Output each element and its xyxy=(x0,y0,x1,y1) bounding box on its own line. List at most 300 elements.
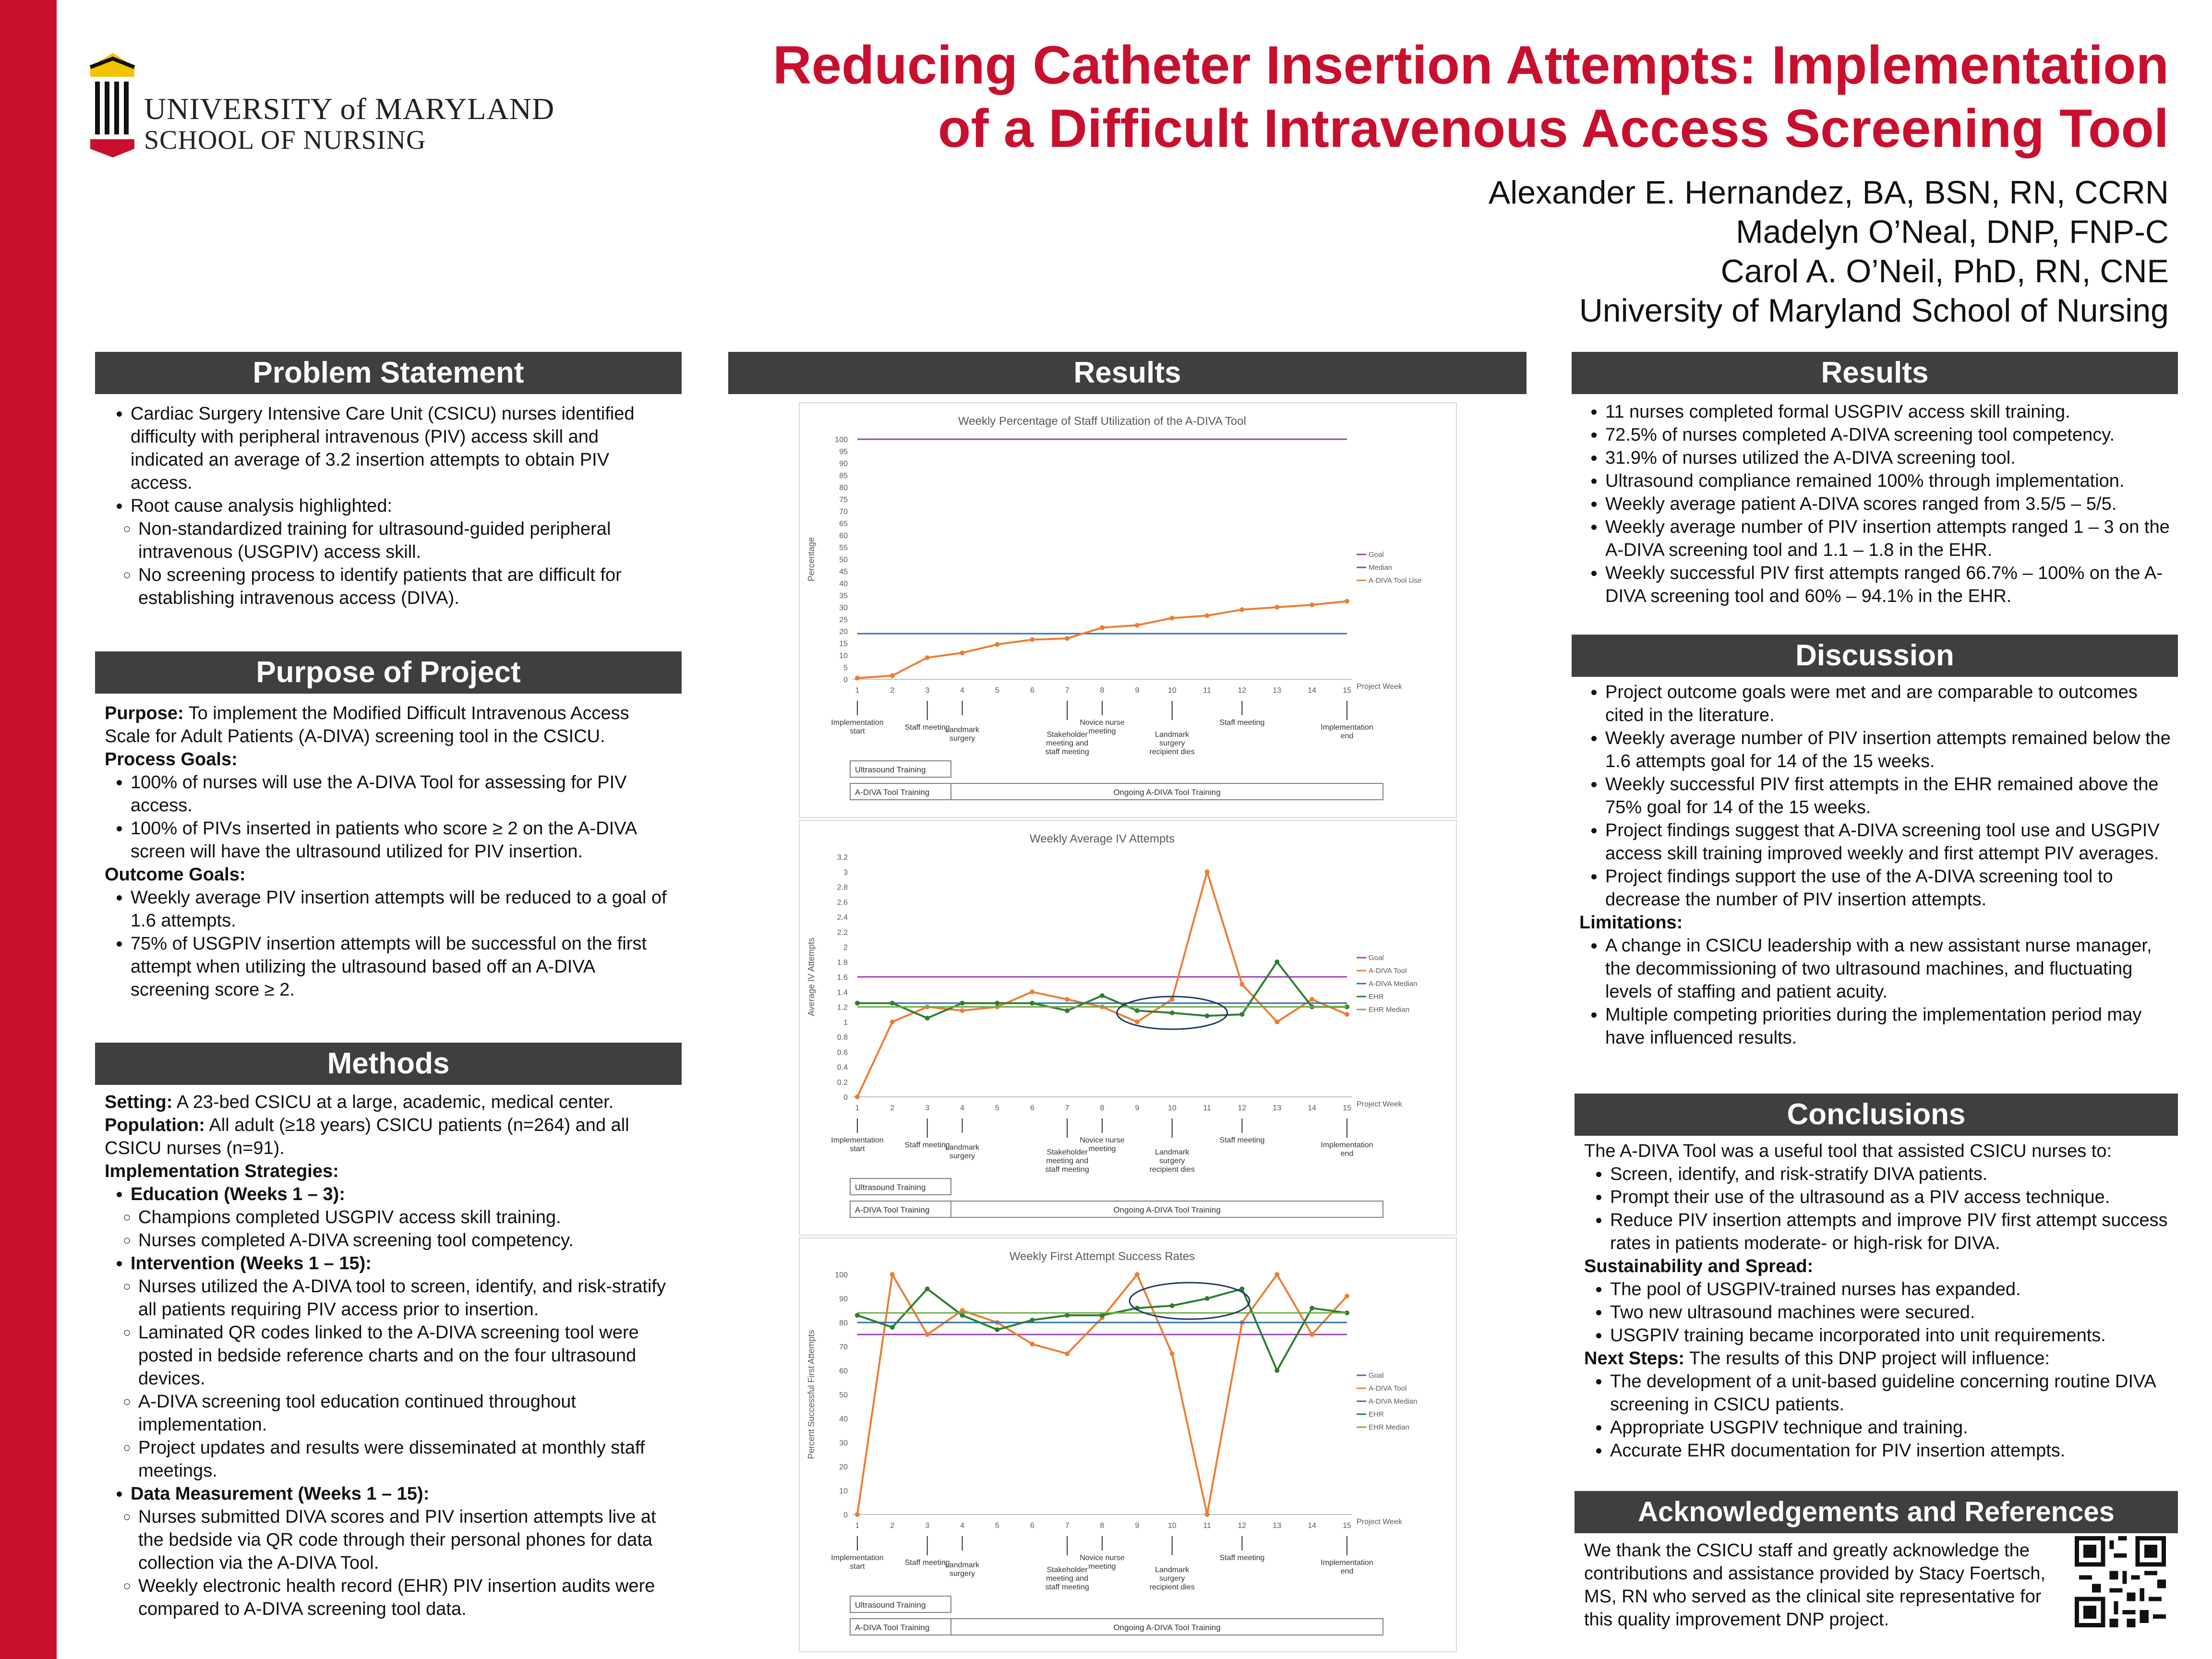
data-point xyxy=(1310,997,1314,1002)
results-heading: Results xyxy=(1572,352,2178,394)
data-point xyxy=(1274,1368,1279,1373)
list-item: • 100% of PIVs inserted in patients who score ≥ 2 on the A-DIVA screen will have the ultrasound utilized for PIV insertion. xyxy=(131,817,676,863)
conclusions-body xyxy=(1584,1140,2175,1462)
y-tick-label: 2.4 xyxy=(837,914,848,922)
milestone-label: start xyxy=(850,1145,865,1153)
milestone-label: Staff meeting xyxy=(1219,1136,1265,1144)
y-tick-label: 30 xyxy=(839,604,848,612)
y-tick-label: 2.8 xyxy=(837,883,848,892)
data-point xyxy=(1135,1272,1140,1277)
list-item: • Multiple competing priorities during the implementation period may have influenced results. xyxy=(1605,1003,2175,1049)
y-tick-label: 1.8 xyxy=(837,958,848,967)
data-point xyxy=(1030,1001,1034,1006)
data-point xyxy=(1100,993,1105,998)
y-axis-label: Percent Successful First Attempts xyxy=(806,1330,816,1459)
milestone-label: surgery xyxy=(949,734,975,743)
y-tick-label: 40 xyxy=(839,1415,848,1423)
strategies-label: Implementation Strategies: xyxy=(105,1161,339,1181)
list-item: • Root cause analysis highlighted: xyxy=(131,494,676,517)
x-tick-label: 4 xyxy=(960,1104,965,1112)
data-point xyxy=(1239,982,1244,987)
y-tick-label: 95 xyxy=(839,448,848,456)
y-tick-label: 1.6 xyxy=(837,974,848,982)
milestone-label: Implementation xyxy=(831,1136,884,1144)
x-tick-label: 1 xyxy=(855,686,860,695)
list-item: • The pool of USGPIV-trained nurses has expanded. xyxy=(1610,1278,2175,1301)
milestone-label: meeting and xyxy=(1046,1157,1089,1165)
logo-line-1: UNIVERSITY of MARYLAND xyxy=(144,92,555,126)
timeline-ongoing-label: Ongoing A-DIVA Tool Training xyxy=(1113,1623,1221,1632)
data-point xyxy=(1170,1010,1175,1015)
y-tick-label: 45 xyxy=(839,568,848,576)
milestone-label: surgery xyxy=(949,1570,975,1578)
list-item: • 11 nurses completed formal USGPIV access skill training. xyxy=(1605,400,2175,423)
data-point xyxy=(1239,1012,1244,1017)
y-tick-label: 100 xyxy=(835,436,848,444)
purpose-text: To implement the Modified Difficult Intravenous Access Scale for Adult Patients (A-DIVA) screening tool in the CSICU. xyxy=(105,703,629,746)
population-label: Population: xyxy=(105,1115,205,1135)
data-point xyxy=(1274,960,1279,964)
data-point xyxy=(1030,637,1034,642)
data-point xyxy=(1239,607,1244,612)
y-tick-label: 3 xyxy=(843,868,848,877)
y-tick-label: 0.4 xyxy=(837,1063,848,1072)
y-tick-label: 10 xyxy=(839,652,848,660)
discussion-heading: Discussion xyxy=(1572,635,2178,677)
y-tick-label: 75 xyxy=(839,496,848,504)
x-tick-label: 1 xyxy=(855,1104,860,1112)
x-tick-label: 4 xyxy=(960,686,965,695)
data-point xyxy=(855,1512,860,1517)
series-line xyxy=(857,962,1347,1018)
x-tick-label: 5 xyxy=(995,1522,999,1530)
x-tick-label: 13 xyxy=(1273,1104,1282,1112)
list-item: • Weekly average PIV insertion attempts will be reduced to a goal of 1.6 attempts. xyxy=(131,886,676,932)
list-item: • Weekly average number of PIV insertion attempts remained below the 1.6 attempts goal for 14 of the 15 weeks. xyxy=(1605,727,2175,773)
chart-title: Weekly Average IV Attempts xyxy=(1030,832,1175,845)
y-tick-label: 0.2 xyxy=(837,1078,848,1087)
data-point xyxy=(1135,1020,1140,1024)
data-point xyxy=(1030,989,1034,994)
x-tick-label: 14 xyxy=(1308,1522,1317,1530)
list-item: • Screen, identify, and risk-stratify DIVA patients. xyxy=(1610,1163,2175,1186)
x-tick-label: 12 xyxy=(1238,1522,1247,1530)
x-tick-label: 12 xyxy=(1238,1104,1247,1112)
y-tick-label: 65 xyxy=(839,520,848,528)
y-tick-label: 5 xyxy=(843,664,848,672)
data-point xyxy=(855,1094,860,1099)
milestone-label: surgery xyxy=(1159,1575,1185,1583)
list-item: ◦ Nurses utilized the A-DIVA tool to screen, identify, and risk-stratify all patients requiring PIV access prior to insertion. xyxy=(138,1275,676,1321)
data-point xyxy=(995,642,999,647)
list-item: • Appropriate USGPIV technique and training. xyxy=(1610,1416,2175,1439)
x-tick-label: 7 xyxy=(1065,1104,1070,1112)
data-point xyxy=(1135,1008,1140,1013)
milestone-label: meeting xyxy=(1088,727,1116,735)
x-tick-label: 9 xyxy=(1135,1522,1140,1530)
data-point xyxy=(1205,869,1210,874)
list-item: • A change in CSICU leadership with a new assistant nurse manager, the decommissioning of two ultrasound machines, and fluctuating levels of staffing and patient acuity. xyxy=(1605,934,2175,1003)
legend-label: Goal xyxy=(1369,954,1384,962)
x-tick-label: 5 xyxy=(995,1104,999,1112)
title-line-2: of a Difficult Intravenous Access Screening Tool xyxy=(938,98,2169,158)
milestone-label: Implementation xyxy=(831,719,884,727)
data-point xyxy=(1274,605,1279,610)
x-tick-label: 13 xyxy=(1273,686,1282,695)
x-tick-label: 6 xyxy=(1030,686,1034,695)
timeline-ongoing-label: Ongoing A-DIVA Tool Training xyxy=(1113,788,1221,797)
x-tick-label: 11 xyxy=(1203,1522,1211,1530)
title-line-1: Reducing Catheter Insertion Attempts: Implementation xyxy=(772,35,2169,95)
process-goals-label: Process Goals: xyxy=(105,749,238,769)
y-tick-label: 25 xyxy=(839,616,848,624)
list-item: • Project findings suggest that A-DIVA screening tool use and USGPIV access skill training improved weekly and first attempt PIV averages. xyxy=(1605,819,2175,865)
first-attempt-success-chart-svg xyxy=(800,1238,1456,1651)
x-axis-label: Project Week xyxy=(1357,683,1402,691)
timeline-ultrasound-label: Ultrasound Training xyxy=(855,1600,926,1610)
problem-body xyxy=(105,402,676,610)
x-tick-label: 8 xyxy=(1100,686,1105,695)
milestone-label: Novice nurse xyxy=(1080,719,1125,727)
acknowledgements-body xyxy=(1584,1539,2059,1631)
y-tick-label: 20 xyxy=(839,1463,848,1471)
milestone-label: Stakeholder xyxy=(1046,1148,1088,1156)
x-axis-label: Project Week xyxy=(1357,1518,1402,1526)
chart-first-attempt-success xyxy=(799,1238,1457,1652)
data-point xyxy=(1205,1013,1210,1018)
y-tick-label: 40 xyxy=(839,580,848,588)
milestone-label: Staff meeting xyxy=(904,723,950,732)
x-tick-label: 10 xyxy=(1167,1522,1177,1530)
x-tick-label: 14 xyxy=(1308,1104,1317,1112)
milestone-label: Staff meeting xyxy=(904,1559,950,1567)
chart-title: Weekly Percentage of Staff Utilization of the A-DIVA Tool xyxy=(958,415,1246,428)
list-item: ◦ Non-standardized training for ultrasound-guided peripheral intravenous (USGPIV) access skill. xyxy=(138,517,676,564)
list-item: • Weekly successful PIV first attempts ranged 66.7% – 100% on the A-DIVA screening tool and 60% – 94.1% in the EHR. xyxy=(1605,562,2175,608)
timeline-ongoing-label: Ongoing A-DIVA Tool Training xyxy=(1113,1205,1221,1214)
milestone-label: Landmark xyxy=(945,1143,980,1152)
data-point xyxy=(1030,1318,1034,1322)
conclusions-intro: The A-DIVA Tool was a useful tool that assisted CSICU nurses to: xyxy=(1584,1141,2112,1161)
next-steps-text: The results of this DNP project will influence: xyxy=(1684,1348,2050,1369)
acknowledgements-text: We thank the CSICU staff and greatly acknowledge the contributions and assistance provided by Stacy Foertsch, MS, RN who served as the clinical site representative for this quality improvement DNP project. xyxy=(1584,1540,2046,1630)
milestone-label: meeting xyxy=(1088,1563,1116,1571)
milestone-label: surgery xyxy=(1159,739,1185,747)
data-point xyxy=(925,1016,930,1021)
milestone-label: surgery xyxy=(1159,1157,1185,1165)
data-point xyxy=(1310,602,1314,607)
y-tick-label: 30 xyxy=(839,1439,848,1447)
data-point xyxy=(1205,1512,1210,1517)
data-point xyxy=(1100,625,1105,630)
milestone-label: Stakeholder xyxy=(1046,731,1088,739)
milestone-label: Novice nurse xyxy=(1080,1554,1125,1562)
x-axis-label: Project Week xyxy=(1357,1100,1402,1108)
timeline-adiva-label: A-DIVA Tool Training xyxy=(855,1623,930,1632)
y-tick-label: 20 xyxy=(839,628,848,636)
list-item: • Project findings support the use of the A-DIVA screening tool to decrease the number of PIV insertion attempts. xyxy=(1605,865,2175,911)
legend-label: A-DIVA Tool xyxy=(1369,967,1407,975)
data-point xyxy=(855,1001,860,1006)
author-3: Carol A. O’Neil, PhD, RN, CNE xyxy=(1720,253,2169,289)
x-tick-label: 13 xyxy=(1273,1522,1282,1530)
milestone-label: Landmark xyxy=(945,1561,980,1569)
milestone-label: Implementation xyxy=(1321,1559,1373,1567)
list-item: • 100% of nurses will use the A-DIVA Tool for assessing for PIV access. xyxy=(131,771,676,817)
x-tick-label: 15 xyxy=(1343,686,1351,695)
data-point xyxy=(1170,616,1175,621)
x-tick-label: 3 xyxy=(925,1104,930,1112)
data-point xyxy=(890,1001,895,1006)
author-1: Alexander E. Hernandez, BA, BSN, RN, CCRN xyxy=(1488,174,2169,211)
legend-label: Goal xyxy=(1369,551,1384,559)
y-tick-label: 55 xyxy=(839,544,848,552)
x-tick-label: 4 xyxy=(960,1522,965,1530)
milestone-label: Stakeholder xyxy=(1046,1566,1088,1574)
x-tick-label: 11 xyxy=(1203,686,1211,695)
x-tick-label: 10 xyxy=(1167,1104,1177,1112)
list-item: • Weekly average patient A-DIVA scores ranged from 3.5/5 – 5/5. xyxy=(1605,493,2175,516)
chart-average-iv-attempts xyxy=(799,820,1457,1236)
series-line xyxy=(857,1274,1347,1515)
results-body xyxy=(1579,400,2175,608)
milestone-label: meeting and xyxy=(1046,739,1089,747)
list-item: ◦ No screening process to identify patients that are difficult for establishing intravenous access (DIVA). xyxy=(138,564,676,610)
milestone-label: Implementation xyxy=(1321,1141,1373,1149)
data-point xyxy=(890,673,895,678)
data-point xyxy=(1274,1272,1279,1277)
milestone-label: Staff meeting xyxy=(1219,1554,1265,1562)
dome-logo-icon xyxy=(86,48,139,158)
intervention-label: • Intervention (Weeks 1 – 15): xyxy=(131,1252,676,1275)
milestone-label: Novice nurse xyxy=(1080,1136,1125,1144)
data-point xyxy=(1065,1351,1070,1356)
x-tick-label: 7 xyxy=(1065,686,1070,695)
x-tick-label: 2 xyxy=(890,1522,895,1530)
data-point xyxy=(1345,1012,1349,1017)
list-item: • 72.5% of nurses completed A-DIVA screening tool competency. xyxy=(1605,423,2175,446)
legend-label: EHR xyxy=(1369,993,1384,1001)
list-item: • Cardiac Surgery Intensive Care Unit (CSICU) nurses identified difficulty with peripheral intravenous (PIV) access skill and indicated an average of 3.2 insertion attempts to obtain PIV access. xyxy=(131,402,676,494)
x-tick-label: 3 xyxy=(925,1522,930,1530)
legend-label: Median xyxy=(1369,564,1393,572)
y-axis-label: Percentage xyxy=(806,537,816,582)
university-logo xyxy=(86,48,555,163)
data-measurement-label: • Data Measurement (Weeks 1 – 15): xyxy=(131,1482,676,1505)
series-line xyxy=(857,601,1347,678)
y-tick-label: 0 xyxy=(843,1094,848,1102)
milestone-label: Staff meeting xyxy=(904,1141,950,1149)
y-tick-label: 90 xyxy=(839,460,848,468)
qr-code-icon[interactable] xyxy=(2075,1536,2166,1627)
y-tick-label: 60 xyxy=(839,1367,848,1375)
milestone-label: Staff meeting xyxy=(1219,719,1265,727)
methods-heading: Methods xyxy=(95,1043,682,1085)
population-text: All adult (≥18 years) CSICU patients (n=264) and all CSICU nurses (n=91). xyxy=(105,1115,629,1158)
y-tick-label: 2 xyxy=(843,943,848,952)
x-tick-label: 9 xyxy=(1135,1104,1140,1112)
milestone-label: end xyxy=(1340,1567,1354,1575)
milestone-label: surgery xyxy=(949,1152,975,1160)
milestone-label: staff meeting xyxy=(1045,1583,1089,1591)
list-item: • Ultrasound compliance remained 100% through implementation. xyxy=(1605,469,2175,493)
purpose-label: Purpose: xyxy=(105,703,184,723)
x-tick-label: 5 xyxy=(995,686,999,695)
timeline-adiva-label: A-DIVA Tool Training xyxy=(855,1205,930,1214)
list-item: • 75% of USGPIV insertion attempts will be successful on the first attempt when utilizing the ultrasound based off an A-DIVA screening score ≥ 2. xyxy=(131,932,676,1001)
data-point xyxy=(1170,1303,1175,1308)
legend-label: A-DIVA Median xyxy=(1369,1397,1418,1406)
y-tick-label: 70 xyxy=(839,508,848,516)
milestone-label: recipient dies xyxy=(1149,1583,1195,1591)
y-tick-label: 90 xyxy=(839,1295,848,1303)
x-tick-label: 2 xyxy=(890,686,895,695)
legend-label: A-DIVA Median xyxy=(1369,980,1418,988)
brand-sidebar xyxy=(0,0,57,1659)
average-iv-attempts-chart-svg xyxy=(800,821,1456,1235)
results-charts-heading: Results xyxy=(728,352,1527,394)
x-tick-label: 3 xyxy=(925,686,930,695)
y-tick-label: 2.2 xyxy=(837,928,848,937)
list-item: • Accurate EHR documentation for PIV insertion attempts. xyxy=(1610,1439,2175,1462)
data-point xyxy=(890,1020,895,1024)
x-tick-label: 6 xyxy=(1030,1104,1034,1112)
y-tick-label: 3.2 xyxy=(837,854,848,862)
milestone-label: end xyxy=(1340,732,1354,740)
setting-label: Setting: xyxy=(105,1092,173,1112)
y-tick-label: 10 xyxy=(839,1487,848,1495)
y-tick-label: 0 xyxy=(843,676,848,684)
logo-line-2: SCHOOL OF NURSING xyxy=(144,125,426,155)
milestone-label: Landmark xyxy=(945,726,980,734)
list-item: • Two new ultrasound machines were secured. xyxy=(1610,1301,2175,1324)
milestone-label: start xyxy=(850,727,865,735)
next-steps-label: Next Steps: xyxy=(1584,1348,1685,1369)
list-item: • USGPIV training became incorporated into unit requirements. xyxy=(1610,1324,2175,1347)
data-point xyxy=(1310,1332,1314,1337)
data-point xyxy=(1135,623,1140,628)
data-point xyxy=(1065,1008,1070,1013)
outcome-goals-label: Outcome Goals: xyxy=(105,865,246,885)
problem-heading: Problem Statement xyxy=(95,352,682,394)
x-tick-label: 14 xyxy=(1308,686,1317,695)
x-tick-label: 15 xyxy=(1343,1104,1351,1112)
purpose-heading: Purpose of Project xyxy=(95,651,682,694)
series-line xyxy=(857,1289,1347,1370)
y-tick-label: 1.4 xyxy=(837,988,848,997)
author-2: Madelyn O’Neal, DNP, FNP-C xyxy=(1736,214,2169,250)
y-tick-label: 0.8 xyxy=(837,1034,848,1042)
y-tick-label: 80 xyxy=(839,484,848,492)
acknowledgements-heading: Acknowledgements and References xyxy=(1575,1491,2178,1533)
y-tick-label: 1.2 xyxy=(837,1003,848,1012)
legend-label: A-DIVA Tool Use xyxy=(1369,577,1422,585)
staff-utilization-chart-svg xyxy=(800,403,1456,817)
limitations-label: Limitations: xyxy=(1579,913,1683,933)
y-tick-label: 0.6 xyxy=(837,1048,848,1057)
data-point xyxy=(890,1272,895,1277)
data-point xyxy=(925,1332,930,1337)
setting-text: A 23-bed CSICU at a large, academic, medical center. xyxy=(172,1092,614,1112)
data-point xyxy=(1205,1296,1210,1301)
x-tick-label: 1 xyxy=(855,1522,860,1530)
milestone-label: Landmark xyxy=(1155,1566,1190,1574)
x-tick-label: 2 xyxy=(890,1104,895,1112)
methods-body xyxy=(105,1091,676,1621)
data-point xyxy=(1170,1351,1175,1356)
education-label: • Education (Weeks 1 – 3): xyxy=(131,1183,676,1206)
sustainability-label: Sustainability and Spread: xyxy=(1584,1256,1814,1276)
series-line xyxy=(857,872,1347,1097)
data-point xyxy=(890,1325,895,1330)
poster-title xyxy=(537,34,2169,160)
y-tick-label: 15 xyxy=(839,640,848,648)
list-item: • The development of a unit-based guideline concerning routine DIVA screening in CSICU patients. xyxy=(1610,1370,2175,1416)
data-point xyxy=(925,1286,930,1291)
data-point xyxy=(1310,1306,1314,1310)
list-item: ◦ A-DIVA screening tool education continued throughout implementation. xyxy=(138,1390,676,1436)
data-point xyxy=(1205,613,1210,618)
chart-staff-utilization xyxy=(799,402,1457,818)
list-item: • Reduce PIV insertion attempts and improve PIV first attempt success rates in patients moderate- or high-risk for DIVA. xyxy=(1610,1209,2175,1255)
data-point xyxy=(995,1001,999,1006)
conclusions-heading: Conclusions xyxy=(1575,1094,2178,1136)
list-item: • Prompt their use of the ultrasound as a PIV access technique. xyxy=(1610,1186,2175,1209)
chart-title: Weekly First Attempt Success Rates xyxy=(1009,1250,1195,1263)
legend-label: EHR Median xyxy=(1369,1423,1410,1431)
timeline-adiva-label: A-DIVA Tool Training xyxy=(855,788,930,797)
list-item: • Weekly average number of PIV insertion attempts ranged 1 – 3 on the A-DIVA screening tool and 1.1 – 1.8 in the EHR. xyxy=(1605,516,2175,562)
x-tick-label: 8 xyxy=(1100,1522,1105,1530)
data-point xyxy=(960,650,965,655)
list-item: • Weekly successful PIV first attempts in the EHR remained above the 75% goal for 14 of the 15 weeks. xyxy=(1605,773,2175,819)
legend-label: Goal xyxy=(1369,1371,1384,1380)
milestone-label: end xyxy=(1340,1150,1354,1158)
data-point xyxy=(925,655,930,660)
list-item: • 31.9% of nurses utilized the A-DIVA screening tool. xyxy=(1605,446,2175,469)
data-point xyxy=(1030,1342,1034,1346)
x-tick-label: 11 xyxy=(1203,1104,1211,1112)
data-point xyxy=(960,1008,965,1013)
highlight-ellipse xyxy=(1130,1283,1250,1319)
y-tick-label: 85 xyxy=(839,472,848,480)
x-tick-label: 9 xyxy=(1135,686,1140,695)
data-point xyxy=(855,676,860,681)
x-tick-label: 6 xyxy=(1030,1522,1034,1530)
milestone-label: Implementation xyxy=(831,1554,884,1562)
x-tick-label: 12 xyxy=(1238,686,1247,695)
y-tick-label: 50 xyxy=(839,1391,848,1399)
purpose-body xyxy=(105,702,676,1001)
milestone-label: start xyxy=(850,1563,865,1571)
discussion-body xyxy=(1579,681,2175,1049)
legend-label: A-DIVA Tool xyxy=(1369,1384,1407,1393)
x-tick-label: 15 xyxy=(1343,1522,1351,1530)
y-tick-label: 50 xyxy=(839,556,848,564)
y-tick-label: 70 xyxy=(839,1343,848,1351)
data-point xyxy=(1065,997,1070,1002)
y-tick-label: 0 xyxy=(843,1511,848,1519)
y-tick-label: 35 xyxy=(839,592,848,600)
y-tick-label: 2.6 xyxy=(837,898,848,907)
list-item: • Project outcome goals were met and are comparable to outcomes cited in the literature. xyxy=(1605,681,2175,727)
data-point xyxy=(1274,1020,1279,1024)
list-item: ◦ Project updates and results were disseminated at monthly staff meetings. xyxy=(138,1436,676,1482)
data-point xyxy=(1170,997,1175,1002)
list-item: ◦ Nurses completed A-DIVA screening tool competency. xyxy=(138,1229,676,1252)
timeline-ultrasound-label: Ultrasound Training xyxy=(855,765,926,774)
list-item: ◦ Champions completed USGPIV access skill training. xyxy=(138,1206,676,1229)
